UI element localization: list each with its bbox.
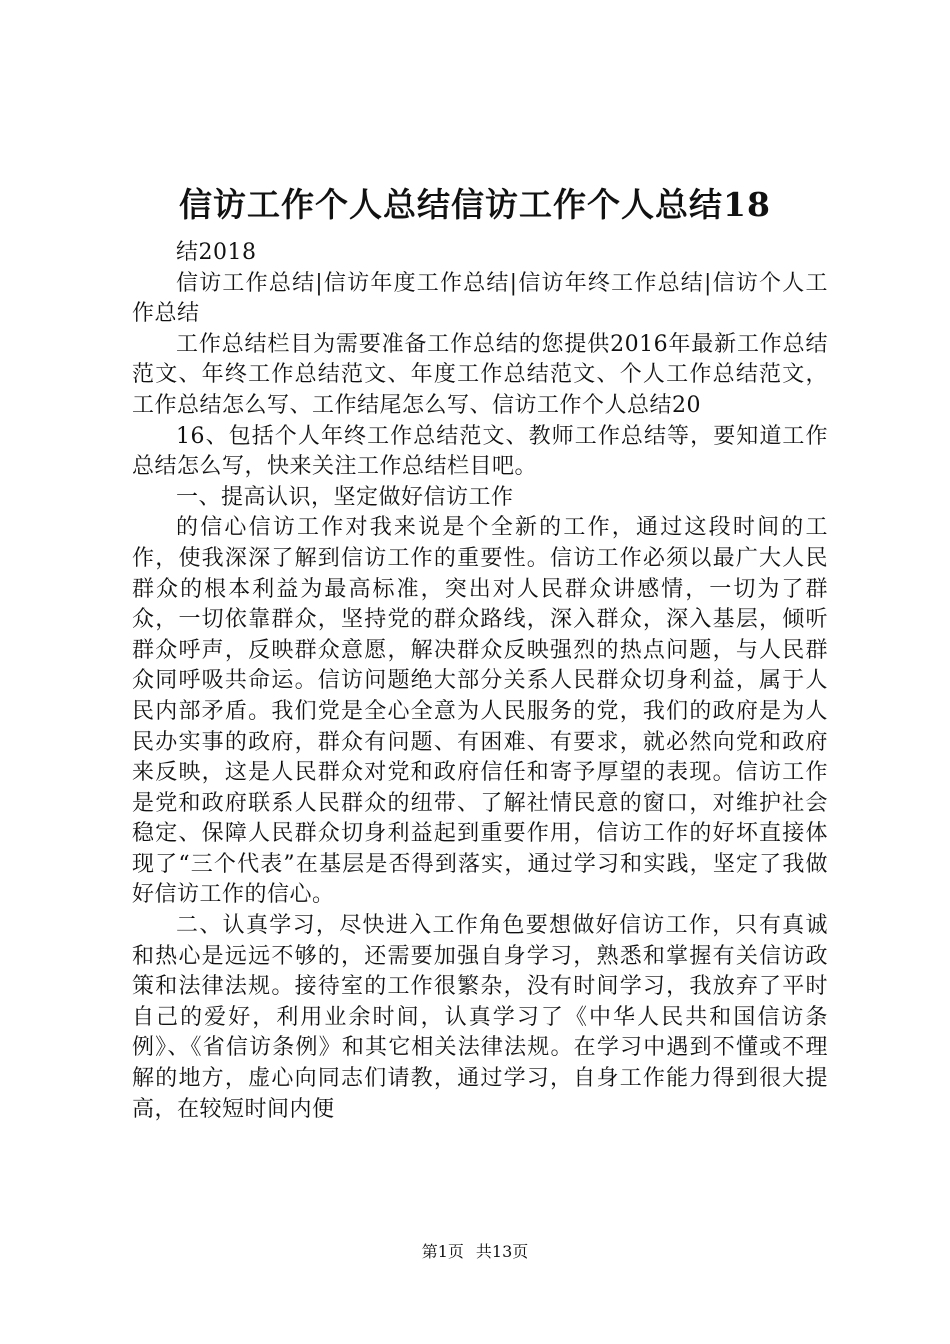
- paragraph-category-links: 信访工作总结|信访年度工作总结|信访年终工作总结|信访个人工作总结: [132, 270, 828, 327]
- page-footer: [0, 1240, 950, 1264]
- paragraph-intro: 工作总结栏目为需要准备工作总结的您提供2016年最新工作总结范文、年终工作总结范文、年度工作总结范文、个人工作总结范文，工作总结怎么写、工作结尾怎么写、信访工作个人总结20: [132, 331, 828, 418]
- page-number: 第1页: [421, 1242, 464, 1261]
- paragraph-section-two: 二、认真学习，尽快进入工作角色要想做好信访工作，只有真诚和热心是远远不够的，还需要加强自身学习，熟悉和掌握有关信访政策和法律法规。接待室的工作很繁杂，没有时间学习，我放弃了平时自己的爱好，利用业余时间，认真学习了《中华人民共和国信访条例》、《省信访条例》和其它相关法律法规。在学习中遇到不懂或不理解的地方，虚心向同志们请教，通过学习，自身工作能力得到很大提高，在较短时间内便: [132, 913, 828, 1122]
- page-total: 共13页: [475, 1242, 529, 1261]
- paragraph-section-one: 的信心信访工作对我来说是个全新的工作，通过这段时间的工作，使我深深了解到信访工作的重要性。信访工作必须以最广大人民群众的根本利益为最高标准，突出对人民群众讲感情，一切为了群众，一切依靠群众，坚持党的群众路线，深入群众，深入基层，倾听群众呼声，反映群众意愿，解决群众反映强烈的热点问题，与人民群众同呼吸共命运。信访问题绝大部分关系人民群众切身利益，属于人民内部矛盾。我们党是全心全意为人民服务的党，我们的政府是为人民办实事的政府，群众有问题、有困难、有要求，就必然向党和政府来反映，这是人民群众对党和政府信任和寄予厚望的表现。信访工作是党和政府联系人民群众的纽带、了解社情民意的窗口，对维护社会稳定、保障人民群众切身利益起到重要作用，信访工作的好坏直接体现了“三个代表”在基层是否得到落实，通过学习和实践，坚定了我做好信访工作的信心。: [132, 515, 828, 908]
- paragraph-year: 结2018: [176, 240, 257, 265]
- section-heading-one: 一、提高认识，坚定做好信访工作: [176, 484, 514, 510]
- paragraph-intro-continued: 16、包括个人年终工作总结范文、教师工作总结等，要知道工作总结怎么写，快来关注工作总结栏目吧。: [132, 423, 828, 480]
- document-title: 信访工作个人总结信访工作个人总结18: [179, 185, 771, 224]
- document-body: [132, 238, 828, 1125]
